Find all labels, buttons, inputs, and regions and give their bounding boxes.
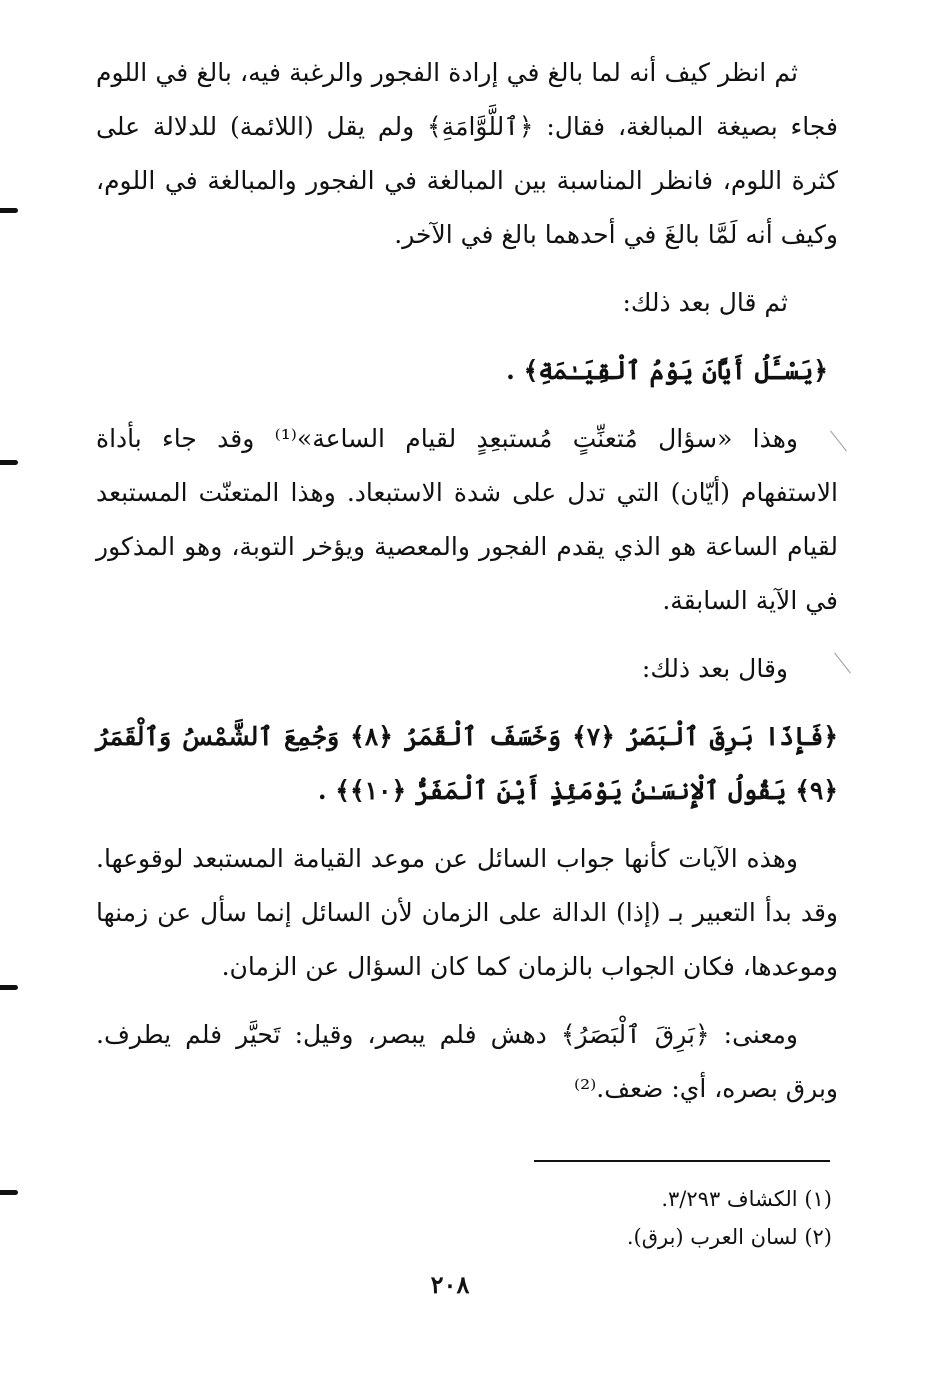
page-edge-mark: [0, 208, 18, 213]
page-edge-mark: [0, 460, 18, 465]
paragraph-meaning-bariqa: ومعنى: ﴿بَرِقَ ٱلْبَصَرُ﴾ دهش فلم يبصر، وقيل: تَحيَّر فلم يطرف. وبرق بصره، أي: ضعف.⁽²⁾: [96, 1020, 838, 1103]
footnotes: [500, 1180, 832, 1256]
quran-verse-ayyana: ﴿يَسْـَٔلُ أَيَّانَ يَوْمُ ٱلْقِيَـٰمَةِ﴾ .: [506, 356, 828, 385]
paragraph-exaggeration-in-blame: ثم انظر كيف أنه لما بالغ في إرادة الفجور والرغبة فيه، بالغ في اللوم فجاء بصيغة المبالغة، فقال: ﴿ٱللَّوَّامَةِ﴾ ولم يقل (اللائمة) للدلالة على كثرة اللوم، فانظر المناسبة بين المبالغة في الفجور والمبالغة في اللوم، وكيف أنه لَمَّا بالغَ في أحدهما بالغ في الآخر.: [96, 58, 838, 249]
paragraph-obstinate-questioner: وهذا «سؤال مُتعنِّتٍ مُستبعِدٍ لقيام الساعة»⁽¹⁾ وقد جاء بأداة الاستفهام (أيّان) التي تدل على شدة الاستبعاد. وهذا المتعنّت المستبعد لقيام الساعة هو الذي يقدم الفجور والمعصية ويؤخر التوبة، وهو المذكور في الآية السابقة.: [96, 424, 838, 615]
page-edge-mark: [0, 985, 18, 990]
quran-verses-7-10: ﴿فَإِذَا بَرِقَ ٱلْبَصَرُ ﴿٧﴾ وَخَسَفَ ٱلْقَمَرُ ﴿٨﴾ وَجُمِعَ ٱلشَّمْسُ وَٱلْقَمَرُ ﴿٩﴾ يَقُولُ ٱلْإِنسَـٰنُ يَوْمَئِذٍ أَيْنَ ٱلْمَفَرُّ ﴿١٠﴾﴾ .: [96, 722, 838, 805]
footnote-2: (٢) لسان العرب (برق).: [626, 1225, 832, 1249]
footnote-divider: [534, 1160, 830, 1162]
transition-line: ثم قال بعد ذلك:: [622, 288, 788, 317]
page-number: ٢٠٨: [430, 1270, 470, 1299]
page-edge-mark: [0, 1190, 18, 1195]
main-text: [96, 46, 838, 1130]
footnote-1: (١) الكشاف ٣/٢٩٣.: [661, 1187, 832, 1211]
transition-line: وقال بعد ذلك:: [641, 654, 788, 683]
paragraph-answer-to-questioner: وهذه الآيات كأنها جواب السائل عن موعد القيامة المستبعد لوقوعها. وقد بدأ التعبير بـ (إذا) الدالة على الزمان لأن السائل إنما سأل عن زمنها وموعدها، فكان الجواب بالزمان كما كان السؤال عن الزمان.: [96, 844, 838, 981]
